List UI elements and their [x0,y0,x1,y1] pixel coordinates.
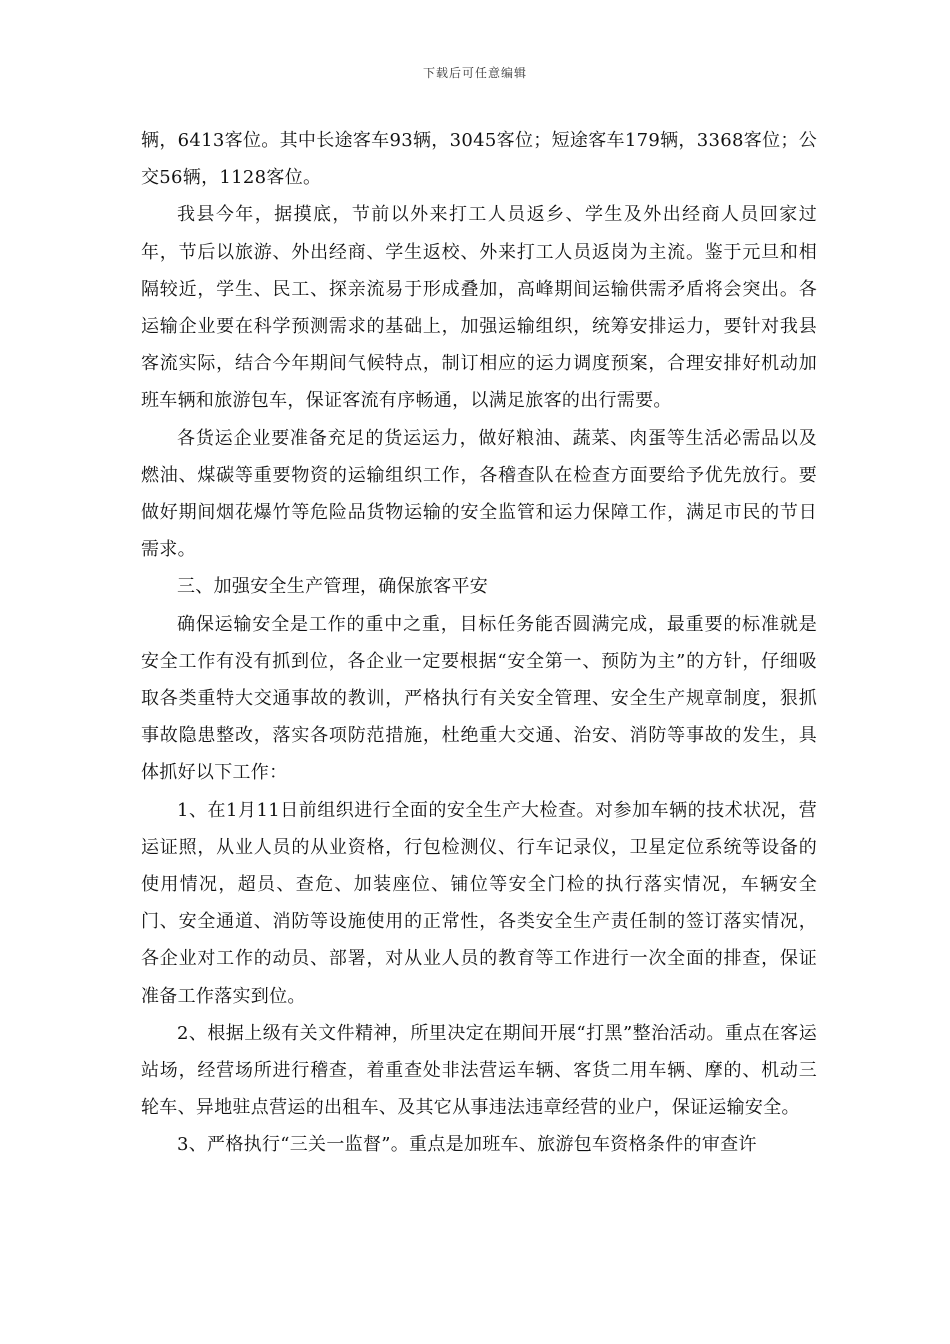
paragraph-3: 各货运企业要准备充足的货运运力，做好粮油、蔬菜、肉蛋等生活必需品以及燃油、煤碳等重要物资的运输组织工作，各稽查队在检查方面要给予优先放行。要做好期间烟花爆竹等危险品货物运输的安全监管和运力保障工作，满足市民的节日需求。 [141,427,817,561]
page-header: 下载后可任意编辑 [422,66,527,80]
paragraph-1: 辆，6413客位。其中长途客车93辆，3045客位；短途客车179辆，3368客位；公交56辆，1128客位。 [141,130,817,189]
list-item-2: 2、根据上级有关文件精神，所里决定在期间开展“打黑”整治活动。重点在客运站场，经营场所进行稽查，着重查处非法营运车辆、客货二用车辆、摩的、机动三轮车、异地驻点营运的出租车、及其它从事违法违章经营的业户，保证运输安全。 [141,1022,817,1119]
list-item-3: 3、严格执行“三关一监督”。重点是加班车、旅游包车资格条件的审查许 [177,1134,757,1156]
document-body [141,122,817,1164]
list-item-1: 1、在1月11日前组织进行全面的安全生产大检查。对参加车辆的技术状况，营运证照，从业人员的从业资格，行包检测仪、行车记录仪，卫星定位系统等设备的使用情况，超员、查危、加装座位、铺位等安全门检的执行落实情况，车辆安全门、安全通道、消防等设施使用的正常性，各类安全生产责任制的签订落实情况，各企业对工作的动员、部署，对从业人员的教育等工作进行一次全面的排查，保证准备工作落实到位。 [141,799,817,1007]
paragraph-4: 确保运输安全是工作的重中之重，目标任务能否圆满完成，最重要的标准就是安全工作有没有抓到位，各企业一定要根据“安全第一、预防为主”的方针，仔细吸取各类重特大交通事故的教训，严格执行有关安全管理、安全生产规章制度，狠抓事故隐患整改，落实各项防范措施，杜绝重大交通、治安、消防等事故的发生，具体抓好以下工作： [141,613,817,784]
section-heading: 三、加强安全生产管理，确保旅客平安 [177,576,489,598]
paragraph-2: 我县今年，据摸底，节前以外来打工人员返乡、学生及外出经商人员回家过年，节后以旅游、外出经商、学生返校、外来打工人员返岗为主流。鉴于元旦和相隔较近，学生、民工、探亲流易于形成叠加，高峰期间运输供需矛盾将会突出。各运输企业要在科学预测需求的基础上，加强运输组织，统筹安排运力，要针对我县客流实际，结合今年期间气候特点，制订相应的运力调度预案，合理安排好机动加班车辆和旅游包车，保证客流有序畅通，以满足旅客的出行需要。 [141,204,817,412]
